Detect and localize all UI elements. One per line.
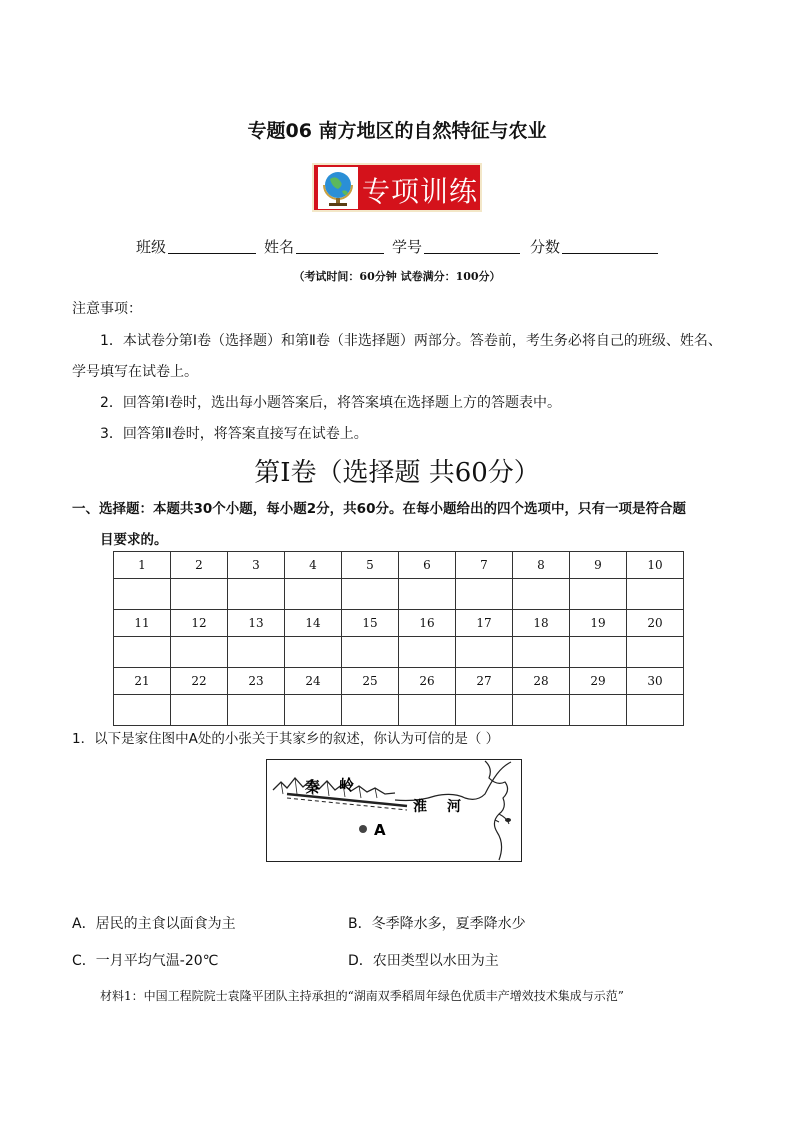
grid-number: 24 — [285, 668, 342, 695]
answer-cell[interactable] — [171, 579, 228, 610]
answer-cell[interactable] — [114, 579, 171, 610]
score-label: 分数 — [530, 238, 561, 256]
grid-number: 23 — [228, 668, 285, 695]
grid-number: 11 — [114, 610, 171, 637]
answer-cell[interactable] — [342, 695, 399, 726]
note-item-1: 1．本试卷分第Ⅰ卷（选择题）和第Ⅱ卷（非选择题）两部分。答卷前，考生务必将自己的班级、姓名、 — [100, 333, 722, 349]
grid-number: 28 — [513, 668, 570, 695]
answer-cell[interactable] — [114, 637, 171, 668]
option-b[interactable]: B．冬季降水多，夏季降水少 — [348, 916, 526, 932]
answer-cell[interactable] — [228, 579, 285, 610]
grid-number: 18 — [513, 610, 570, 637]
grid-number: 21 — [114, 668, 171, 695]
grid-number: 13 — [228, 610, 285, 637]
grid-number-row — [114, 552, 684, 579]
grid-number: 5 — [342, 552, 399, 579]
answer-cell[interactable] — [228, 637, 285, 668]
answer-cell[interactable] — [342, 637, 399, 668]
globe-icon — [318, 167, 358, 209]
answer-cell[interactable] — [456, 579, 513, 610]
notes-heading: 注意事项： — [72, 301, 142, 317]
answer-cell[interactable] — [513, 579, 570, 610]
map-label-a: A — [374, 821, 386, 839]
grid-number: 26 — [399, 668, 456, 695]
grid-number: 8 — [513, 552, 570, 579]
answer-cell[interactable] — [627, 637, 684, 668]
answer-cell[interactable] — [114, 695, 171, 726]
grid-number: 22 — [171, 668, 228, 695]
instructions-line-1: 一、选择题：本题共30个小题，每小题2分，共60分。在每小题给出的四个选项中，只有一项是符合题 — [72, 501, 686, 517]
answer-cell[interactable] — [513, 695, 570, 726]
option-d[interactable]: D．农田类型以水田为主 — [348, 953, 499, 969]
grid-number: 1 — [114, 552, 171, 579]
grid-number: 15 — [342, 610, 399, 637]
answer-cell[interactable] — [456, 695, 513, 726]
answer-cell[interactable] — [342, 579, 399, 610]
grid-number: 10 — [627, 552, 684, 579]
grid-number: 17 — [456, 610, 513, 637]
student-id-label: 学号 — [392, 238, 423, 256]
answer-cell[interactable] — [570, 579, 627, 610]
answer-cell[interactable] — [456, 637, 513, 668]
grid-number-row — [114, 610, 684, 637]
option-c[interactable]: C．一月平均气温-20℃ — [72, 953, 219, 969]
page-title: 专题06 南方地区的自然特征与农业 — [247, 120, 547, 142]
answer-cell[interactable] — [285, 695, 342, 726]
grid-number: 9 — [570, 552, 627, 579]
answer-cell[interactable] — [228, 695, 285, 726]
class-label: 班级 — [136, 238, 167, 256]
map-label-he: 河 — [447, 799, 461, 815]
answer-cell[interactable] — [285, 637, 342, 668]
grid-answer-row — [114, 579, 684, 610]
material-1-text: 材料1：中国工程院院士袁隆平团队主持承担的“湖南双季稻周年绿色优质丰产增效技术集成与示范” — [100, 989, 624, 1003]
student-id-field[interactable] — [424, 253, 520, 254]
instructions-line-2: 目要求的。 — [100, 532, 168, 548]
exam-meta: （考试时间：60分钟 试卷满分：100分） — [293, 270, 501, 283]
grid-answer-row — [114, 695, 684, 726]
answer-cell[interactable] — [399, 579, 456, 610]
question-1-stem: 1．以下是家住图中A处的小张关于其家乡的叙述，你认为可信的是（ ） — [72, 731, 500, 747]
section-title: 第Ⅰ卷（选择题 共60分） — [254, 458, 540, 488]
name-label: 姓名 — [264, 238, 295, 256]
grid-number: 4 — [285, 552, 342, 579]
answer-cell[interactable] — [171, 695, 228, 726]
answer-cell[interactable] — [399, 637, 456, 668]
map-label-qin: 秦 — [305, 778, 321, 796]
grid-number: 7 — [456, 552, 513, 579]
answer-cell[interactable] — [627, 579, 684, 610]
grid-number: 14 — [285, 610, 342, 637]
grid-number: 2 — [171, 552, 228, 579]
answer-grid — [113, 551, 684, 726]
grid-number: 6 — [399, 552, 456, 579]
note-item-3: 3．回答第Ⅱ卷时，将答案直接写在试卷上。 — [100, 426, 368, 442]
score-field[interactable] — [562, 253, 658, 254]
map-label-huai: 淮 — [413, 799, 427, 815]
grid-number: 12 — [171, 610, 228, 637]
class-field[interactable] — [168, 253, 256, 254]
grid-number: 3 — [228, 552, 285, 579]
name-field[interactable] — [296, 253, 384, 254]
special-training-badge — [312, 163, 482, 212]
grid-number: 29 — [570, 668, 627, 695]
answer-cell[interactable] — [570, 695, 627, 726]
badge-label: 专项训练 — [362, 175, 479, 208]
grid-number-row — [114, 668, 684, 695]
note-item-2: 2．回答第Ⅰ卷时，选出每小题答案后，将答案填在选择题上方的答题表中。 — [100, 395, 562, 411]
grid-number: 20 — [627, 610, 684, 637]
map-label-ling: 岭 — [339, 776, 355, 794]
answer-cell[interactable] — [513, 637, 570, 668]
option-a[interactable]: A．居民的主食以面食为主 — [72, 916, 236, 932]
grid-number: 30 — [627, 668, 684, 695]
answer-cell[interactable] — [171, 637, 228, 668]
answer-cell[interactable] — [570, 637, 627, 668]
map-drawing — [267, 760, 521, 861]
grid-number: 27 — [456, 668, 513, 695]
grid-number: 16 — [399, 610, 456, 637]
answer-cell[interactable] — [285, 579, 342, 610]
grid-number: 19 — [570, 610, 627, 637]
note-item-1-cont: 学号填写在试卷上。 — [72, 364, 198, 380]
qinling-huaihe-map — [266, 759, 522, 862]
answer-cell[interactable] — [399, 695, 456, 726]
grid-number: 25 — [342, 668, 399, 695]
answer-cell[interactable] — [627, 695, 684, 726]
grid-answer-row — [114, 637, 684, 668]
